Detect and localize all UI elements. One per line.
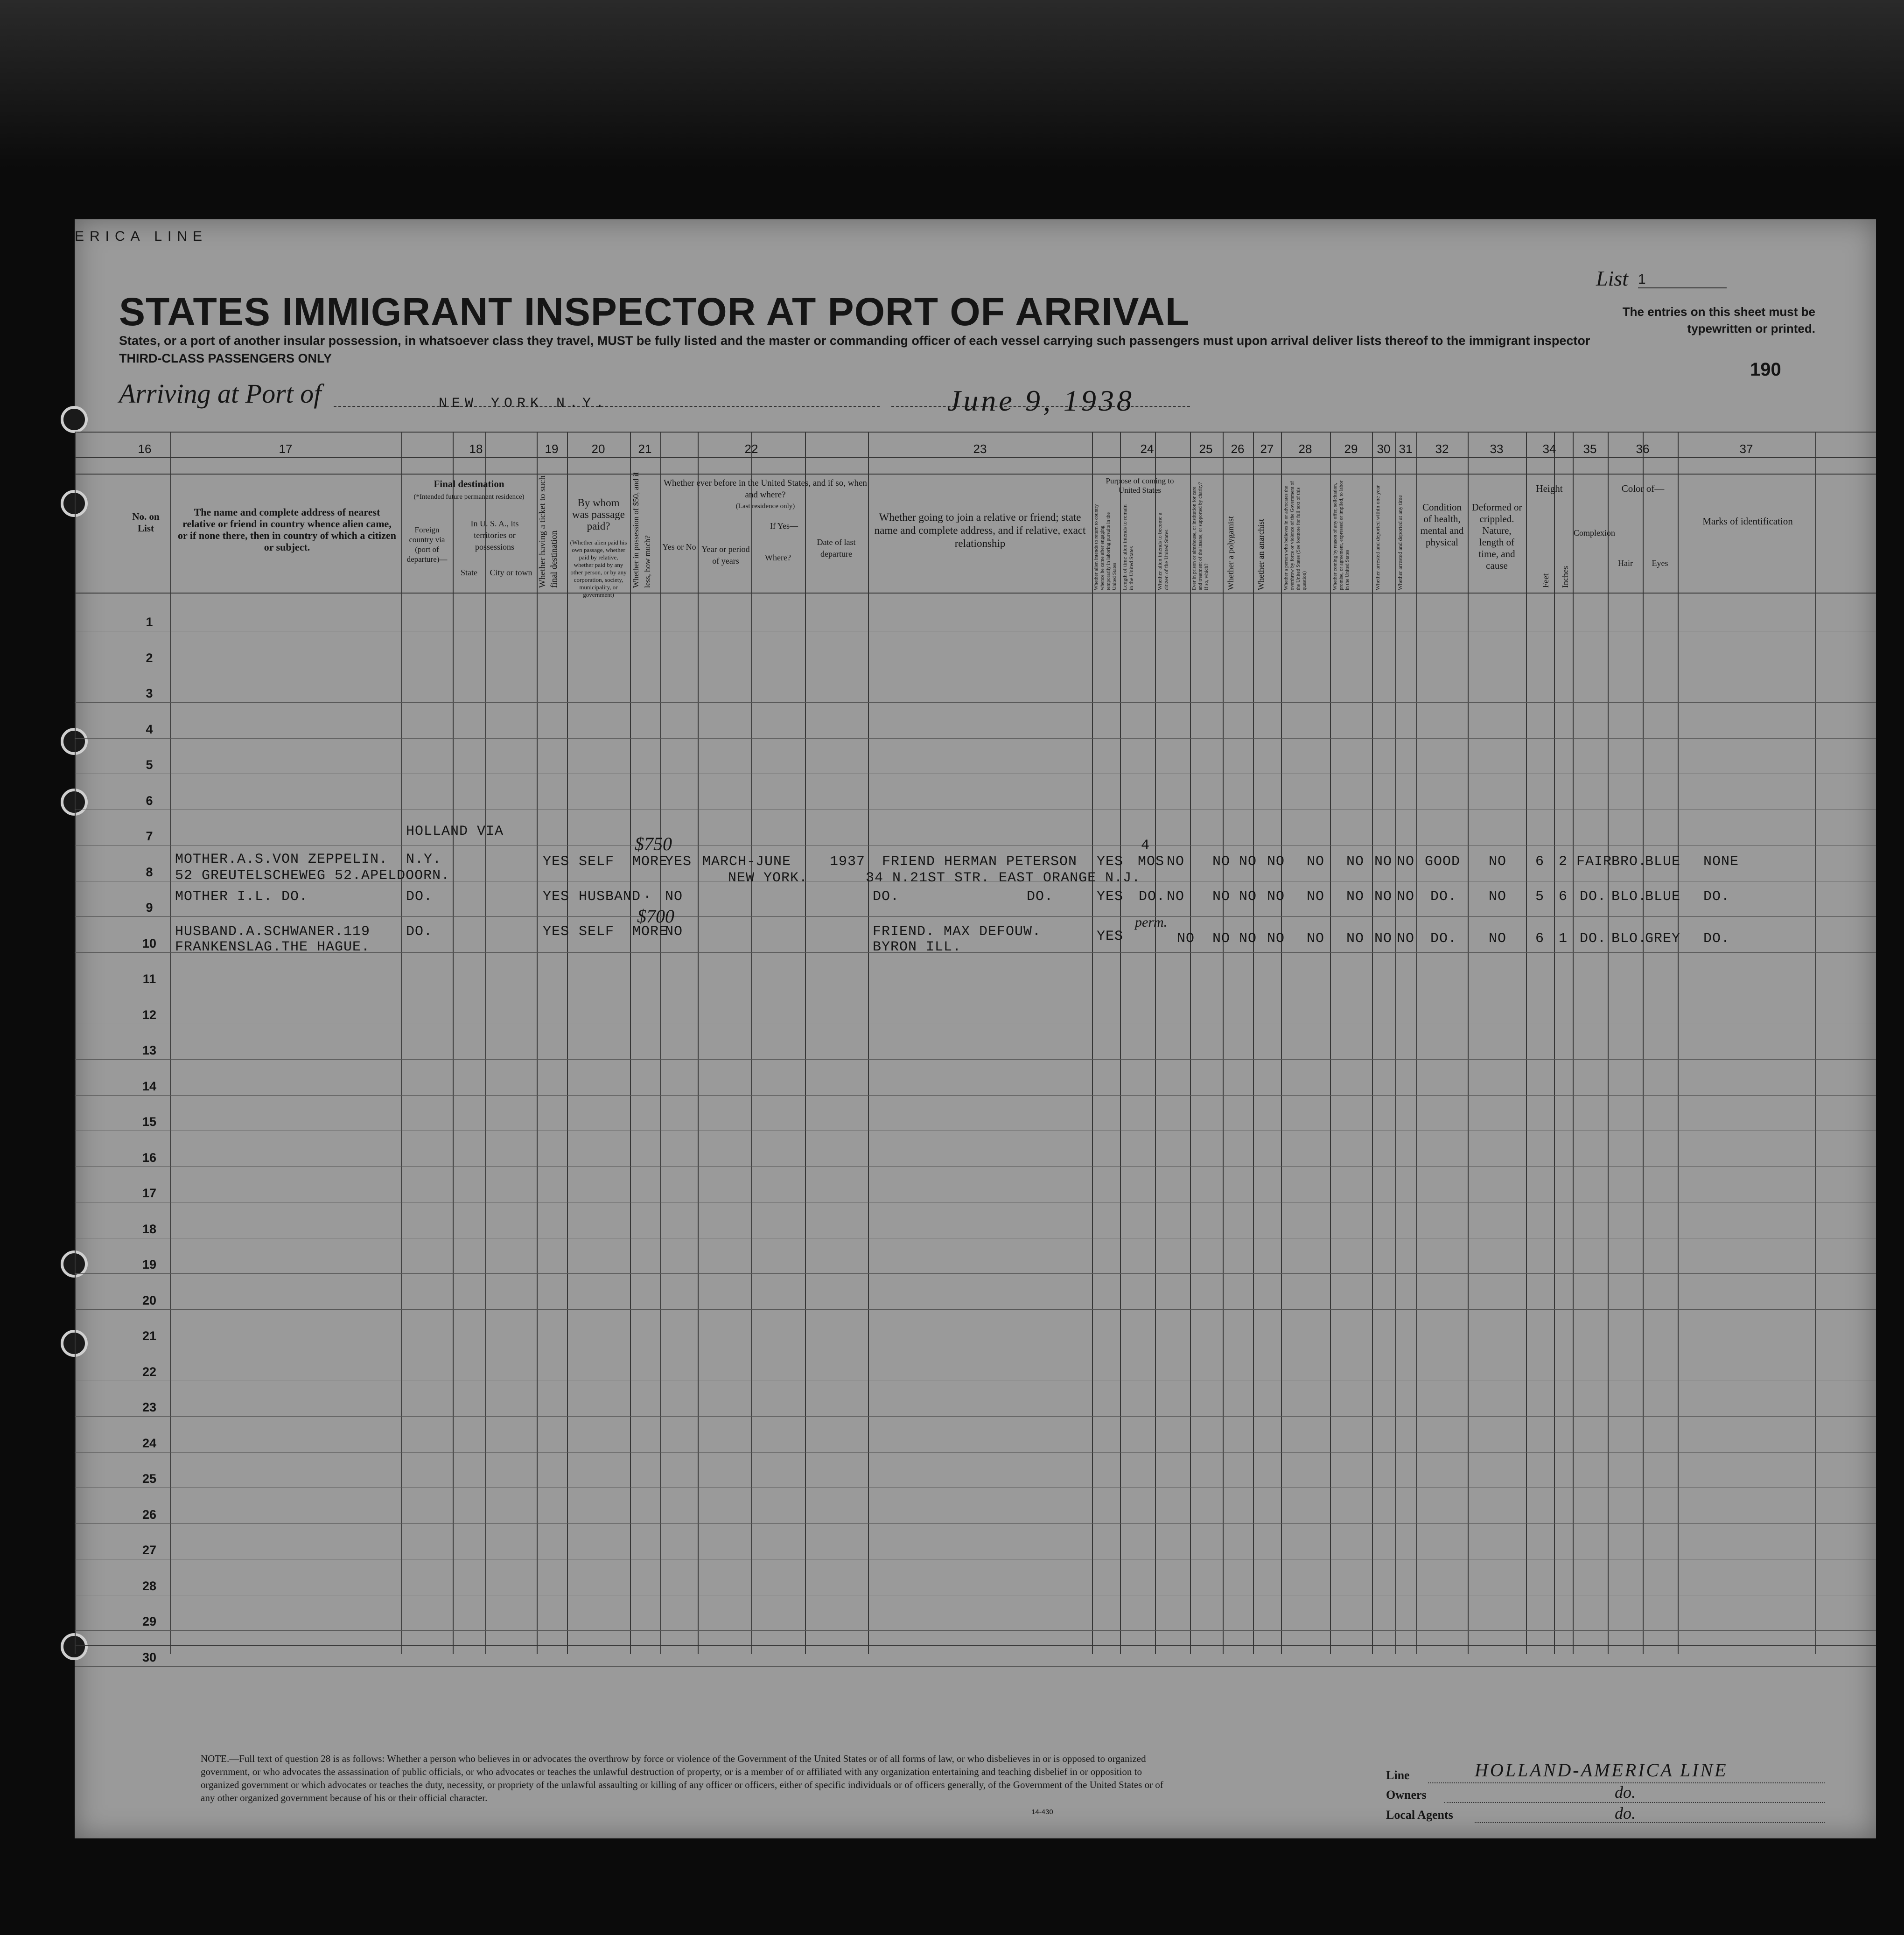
money-cell: MORE: [632, 924, 668, 940]
row-number: 26: [142, 1507, 157, 1522]
hair-cell: BRO.: [1611, 854, 1647, 870]
row-number: 25: [142, 1472, 157, 1486]
row-rule: [75, 738, 1876, 739]
row-number: 10: [142, 936, 157, 950]
row-number: 8: [146, 865, 153, 879]
prison-cell: NO: [1212, 931, 1231, 947]
header-final-destination-note: (*Intended future permanent residence): [413, 493, 525, 501]
row-rule: [75, 1309, 1876, 1310]
deported-year-cell: NO: [1374, 854, 1393, 870]
where-cell: NEW YORK.: [728, 870, 808, 886]
header-deported-any: Whether arrested and deported at any time: [1397, 495, 1403, 590]
column-number: 33: [1490, 442, 1504, 456]
polygamist-cell: NO: [1239, 889, 1257, 905]
overthrow-cell: NO: [1307, 931, 1325, 947]
purpose-return-cell: YES: [1097, 889, 1124, 905]
header-complexion: Complexion: [1574, 528, 1615, 538]
anarchist-cell: NO: [1267, 854, 1285, 870]
deformed-cell: NO: [1489, 854, 1507, 870]
row-number: 3: [146, 686, 153, 700]
row-number: 16: [142, 1150, 157, 1165]
column-number: 19: [545, 442, 559, 456]
deported-any-cell: NO: [1397, 931, 1415, 947]
header-fifty-dollars: Whether in possession of $50, and if less, how much?: [631, 472, 652, 588]
row-number: 17: [142, 1186, 157, 1200]
header-anarchist: Whether an anarchist: [1256, 519, 1266, 590]
header-ever-before: Whether ever before in the United States, and if so, when and where?: [664, 478, 867, 500]
row-number: 18: [142, 1222, 157, 1236]
column-rule: [485, 432, 486, 1654]
row-rule: [75, 1523, 1876, 1524]
health-cell: DO.: [1430, 931, 1457, 947]
foreign-destination: N.Y.: [406, 852, 442, 867]
column-rule: [660, 432, 661, 1654]
row-number: 19: [142, 1257, 157, 1271]
join-relative-cell: FRIEND HERMAN PETERSON: [882, 854, 1078, 870]
join-relative-cell: DO.: [1027, 889, 1054, 905]
header-deported-year: Whether arrested and deported within one year: [1374, 485, 1381, 590]
row-number: 12: [142, 1007, 157, 1022]
prison-cell: NO: [1212, 889, 1231, 905]
column-rule: [1155, 432, 1156, 1654]
header-height: Height: [1536, 483, 1563, 494]
table-rule: [75, 457, 1876, 458]
manifest-table: [75, 432, 1876, 1664]
header-city: City or town: [490, 568, 532, 577]
foreign-destination: DO.: [406, 924, 433, 940]
column-number: 21: [638, 442, 652, 456]
row-number: 29: [142, 1614, 157, 1628]
column-rule: [1223, 432, 1224, 1654]
passage-paid-cell: SELF: [579, 924, 615, 940]
column-rule: [1281, 432, 1282, 1654]
row-number: 27: [142, 1543, 157, 1557]
deformed-cell: NO: [1489, 931, 1507, 947]
deported-any-cell: NO: [1397, 854, 1415, 870]
column-rule: [1416, 432, 1417, 1654]
row-number: 5: [146, 758, 153, 772]
entries-note: The entries on this sheet must be typewritten or printed.: [1622, 305, 1815, 335]
row-number: 21: [142, 1329, 157, 1343]
header-eyes: Eyes: [1652, 559, 1668, 568]
header-where: Where?: [765, 553, 791, 562]
column-number: 16: [138, 442, 152, 456]
row-number: 6: [146, 793, 153, 808]
row-number: 7: [146, 829, 153, 843]
line-value: HOLLAND-AMERICA LINE: [1475, 1760, 1728, 1781]
line-label: Line: [1386, 1768, 1410, 1782]
row-number: 30: [142, 1650, 157, 1664]
row-rule: [75, 916, 1876, 917]
eyes-cell: GREY: [1645, 931, 1681, 947]
anarchist-cell: NO: [1267, 889, 1285, 905]
row-number: 9: [146, 901, 153, 915]
table-rule: [75, 474, 1876, 475]
arriving-label: Arriving at Port of: [119, 378, 322, 409]
header-hair: Hair: [1618, 559, 1633, 568]
row-number: 1: [146, 615, 153, 629]
header-join-relative: Whether going to join a relative or friend; state name and complete address, and if relative, exact relationship: [874, 511, 1086, 549]
header-state: State: [461, 568, 477, 577]
question-28-footnote: NOTE.—Full text of question 28 is as follows: Whether a person who believes in or advocates the overthrow by force or violence of the Government of the United States or of all forms of law, or who disbelieves in or is opposed to organized government, or who advocates the assassination of public officials, or who advocates or teaches the unlawful destruction of property, or is a member of or affiliated with any organization entertaining and teaching disbelief in or opposition to organized government or which advocates or teaches the duty, necessity, or propriety of the unlawful assaulting or killing of any officer or officers, either of specific individuals or of officers generally, of the Government of the United States or of any other organized government because of his or their official character.: [201, 1753, 1163, 1803]
money-handwritten: $700: [637, 906, 674, 927]
eyes-cell: BLUE: [1645, 889, 1681, 905]
polygamist-cell: NO: [1239, 931, 1257, 947]
deported-year-cell: NO: [1374, 931, 1393, 947]
instructions-text: States, or a port of another insular possession, in whatsoever class they travel, MUST be fully listed and the master or commanding officer of each vessel carrying such passengers must upon arrival deliver lists thereof to the immigrant inspector: [119, 334, 1590, 348]
ever-before-cell: NO: [665, 889, 683, 905]
column-rule: [453, 432, 454, 1654]
destination-prefix: HOLLAND VIA: [406, 824, 504, 839]
relative-address: MOTHER.A.S.VON ZEPPELIN.: [175, 852, 388, 867]
header-yes-no: Yes or No: [662, 542, 696, 552]
header-purpose-citizen: Whether alien intends to become a citizen of the United States: [1156, 512, 1169, 590]
column-rule: [1468, 432, 1469, 1654]
header-last-residence: (Last residence only): [735, 503, 795, 510]
scanner-background: [0, 0, 1904, 168]
ever-before-cell: YES: [665, 854, 692, 870]
join-relative-cell: DO.: [873, 889, 900, 905]
column-rule: [1120, 432, 1121, 1654]
arrival-date: June 9, 1938: [947, 384, 1134, 417]
inches-cell: 2: [1559, 854, 1568, 870]
marks-cell: DO.: [1703, 931, 1730, 947]
complexion-cell: DO.: [1580, 889, 1607, 905]
column-rule: [1573, 432, 1574, 1654]
header-year: Year or period of years: [701, 545, 750, 566]
column-number: 31: [1399, 442, 1413, 456]
header-inches: Inches: [1561, 566, 1570, 588]
anarchist-cell: NO: [1267, 931, 1285, 947]
header-marks: Marks of identification: [1702, 516, 1793, 527]
agents-value: do.: [1615, 1804, 1636, 1823]
header-ticket: Whether having a ticket to such final destination: [538, 475, 559, 588]
column-rule: [170, 432, 171, 1654]
port-of-arrival: NEW YORK N.Y.: [439, 396, 609, 412]
ever-before-cell: NO: [665, 924, 683, 940]
labor-offer-cell: NO: [1346, 854, 1365, 870]
column-number: 23: [973, 442, 987, 456]
purpose-length-cell: MOS: [1138, 854, 1165, 870]
header-purpose-return: Whether alien intends to return to country whence he came after engaging temporarily in laboring pursuits in the United States: [1093, 504, 1117, 590]
feet-cell: 5: [1535, 889, 1545, 905]
column-number: 20: [591, 442, 605, 456]
overthrow-cell: NO: [1307, 854, 1325, 870]
row-number: 13: [142, 1043, 157, 1057]
ticket-cell: YES: [543, 854, 570, 870]
prison-cell: NO: [1212, 854, 1231, 870]
header-passage-paid: By whom was passage paid?: [572, 497, 625, 532]
money-handwritten: $750: [635, 833, 672, 854]
row-number: 28: [142, 1579, 157, 1593]
purpose-length-cell: 4: [1141, 838, 1150, 853]
column-number: 17: [279, 442, 293, 456]
page-title: STATES IMMIGRANT INSPECTOR AT PORT OF ARRIVAL: [119, 290, 1190, 334]
column-rule: [567, 432, 568, 1654]
column-number: 36: [1636, 442, 1650, 456]
ticket-cell: YES: [543, 924, 570, 940]
relative-address: 52 GREUTELSCHEWEG 52.APELDOORN.: [175, 868, 450, 884]
header-feet: Feet: [1541, 573, 1550, 588]
polygamist-cell: NO: [1239, 854, 1257, 870]
column-rule: [868, 432, 869, 1654]
complexion-cell: DO.: [1580, 931, 1607, 947]
labor-offer-cell: NO: [1346, 931, 1365, 947]
purpose-citizen-cell: NO: [1167, 889, 1185, 905]
page-number: 190: [1750, 359, 1781, 380]
column-rule: [1330, 432, 1331, 1654]
header-prison: Ever in prison or almshouse, or institution for care and treatment of the insane, or supported by charity? If so, which?: [1191, 482, 1209, 590]
passage-paid-cell: SELF: [579, 854, 615, 870]
column-rule: [1395, 432, 1396, 1654]
passage-paid-cell: HUSBAND: [579, 889, 641, 905]
feet-cell: 6: [1535, 931, 1545, 947]
deported-year-cell: NO: [1374, 889, 1393, 905]
header-deformed: Deformed or crippled. Nature, length of time, and cause: [1471, 502, 1522, 571]
marks-cell: DO.: [1703, 889, 1730, 905]
row-number: 20: [142, 1293, 157, 1307]
header-overthrow: Whether a person who believes in or advocates the overthrow by force or violence of the Government of the United States (See footnote for full text of this question): [1283, 481, 1307, 590]
column-rule: [1372, 432, 1373, 1654]
header-usa: In U. S. A., its territories or possessions: [470, 519, 519, 552]
join-relative-cell: FRIEND. MAX DEFOUW.: [873, 924, 1042, 940]
health-cell: GOOD: [1425, 854, 1461, 870]
header-final-destination: Final destination: [434, 478, 504, 489]
column-rule: [1554, 432, 1555, 1654]
column-rule: [1092, 432, 1093, 1654]
money-cell: .: [643, 887, 652, 902]
column-number: 26: [1231, 442, 1245, 456]
table-rule: [75, 1645, 1876, 1646]
row-rule: [75, 702, 1876, 703]
form-code: 14-430: [1031, 1808, 1053, 1816]
purpose-citizen-cell: NO: [1177, 931, 1195, 947]
header-foreign-country: Foreign country via (port of departure)—: [406, 525, 448, 564]
purpose-return-cell: YES: [1097, 929, 1124, 944]
feet-cell: 6: [1535, 854, 1545, 870]
table-rule: [75, 593, 1876, 594]
purpose-return-cell: YES: [1097, 854, 1124, 870]
ticket-cell: YES: [543, 889, 570, 905]
row-rule: [75, 1630, 1876, 1631]
column-rule: [1253, 432, 1254, 1654]
column-number: 35: [1583, 442, 1597, 456]
header-health: Condition of health, mental and physical: [1420, 502, 1464, 548]
join-relative-cell: BYRON ILL.: [873, 939, 962, 955]
passenger-class-label: THIRD-CLASS PASSENGERS ONLY: [119, 351, 332, 365]
column-rule: [1815, 432, 1816, 1654]
year-cell: 1937: [830, 854, 866, 870]
column-rule: [1678, 432, 1679, 1654]
health-cell: DO.: [1430, 889, 1457, 905]
binder-hole: [61, 406, 88, 433]
table-rule: [75, 432, 1876, 433]
line-name-fragment: ERICA LINE: [75, 229, 208, 244]
column-number: 28: [1298, 442, 1312, 456]
column-rule: [1190, 432, 1191, 1654]
relative-address: MOTHER I.L. DO.: [175, 889, 308, 905]
list-number: 1: [1638, 272, 1727, 288]
list-label: List: [1596, 266, 1629, 290]
column-rule: [805, 432, 806, 1654]
column-number: 22: [744, 442, 758, 456]
column-number: 25: [1199, 442, 1213, 456]
owners-value: do.: [1615, 1783, 1636, 1802]
column-rule: [401, 432, 402, 1654]
relative-address: FRANKENSLAG.THE HAGUE.: [175, 939, 371, 955]
column-number: 27: [1260, 442, 1274, 456]
header-purpose: Purpose of coming to United States: [1106, 476, 1174, 495]
row-rule: [75, 1416, 1876, 1417]
manifest-sheet: [75, 219, 1876, 1838]
column-rule: [1643, 432, 1644, 1654]
row-rule: [75, 1095, 1876, 1096]
column-number: 30: [1377, 442, 1391, 456]
row-number: 2: [146, 650, 153, 665]
column-number: 29: [1344, 442, 1358, 456]
complexion-cell: FAIR: [1576, 854, 1612, 870]
header-color-of: Color of—: [1621, 483, 1665, 494]
agents-underline: [1475, 1822, 1825, 1823]
relative-address: HUSBAND.A.SCHWANER.119: [175, 924, 371, 940]
purpose-citizen-cell: NO: [1167, 854, 1185, 870]
column-rule: [751, 432, 752, 1654]
header-if-yes: If Yes—: [770, 521, 798, 531]
column-rule: [1526, 432, 1527, 1654]
row-number: 4: [146, 722, 153, 736]
header-passage-paid-note: (Whether alien paid his own passage, whether paid by relative, whether paid by any other person, or by any corporation, society, municipality, or government): [570, 539, 627, 598]
inches-cell: 6: [1559, 889, 1568, 905]
column-rule: [630, 432, 631, 1654]
foreign-destination: DO.: [406, 889, 433, 905]
purpose-length-cell: DO.: [1139, 889, 1166, 905]
row-number: 15: [142, 1115, 157, 1129]
hair-cell: BLO.: [1611, 889, 1647, 905]
row-number: 14: [142, 1079, 157, 1093]
column-number: 34: [1542, 442, 1556, 456]
overthrow-cell: NO: [1307, 889, 1325, 905]
column-number: 37: [1739, 442, 1753, 456]
row-rule: [75, 1059, 1876, 1060]
column-rule: [75, 432, 76, 1654]
column-rule: [698, 432, 699, 1654]
row-number: 22: [142, 1364, 157, 1379]
owners-label: Owners: [1386, 1788, 1427, 1802]
marks-cell: NONE: [1703, 854, 1739, 870]
labor-offer-cell: NO: [1346, 889, 1365, 905]
header-polygamist: Whether a polygamist: [1226, 516, 1235, 590]
join-relative-cell: 34 N.21ST STR. EAST ORANGE N.J.: [866, 870, 1141, 886]
column-number: 32: [1435, 442, 1449, 456]
row-rule: [75, 1452, 1876, 1453]
column-rule: [1608, 432, 1609, 1654]
row-number: 23: [142, 1400, 157, 1414]
deformed-cell: NO: [1489, 889, 1507, 905]
period-cell: MARCH-JUNE: [702, 854, 791, 870]
row-number: 24: [142, 1436, 157, 1450]
column-number: 18: [469, 442, 483, 456]
owners-underline: [1444, 1802, 1825, 1803]
hair-cell: BLO.: [1611, 931, 1647, 947]
column-rule: [537, 432, 538, 1654]
row-rule: [75, 1273, 1876, 1274]
header-labor-offer: Whether coming by reason of any offer, solicitation, promise, or agreement, expressed or implied, to labor in the United States: [1332, 480, 1350, 590]
header-purpose-length: Length of time alien intends to remain in the United States: [1121, 504, 1134, 590]
eyes-cell: BLUE: [1645, 854, 1681, 870]
header-list-number: No. on List: [132, 511, 160, 534]
inches-cell: 1: [1559, 931, 1568, 947]
column-number: 24: [1140, 442, 1154, 456]
money-cell: MORE: [632, 854, 668, 870]
purpose-length-handwritten: perm.: [1135, 915, 1168, 930]
deported-any-cell: NO: [1397, 889, 1415, 905]
agents-label: Local Agents: [1386, 1808, 1453, 1822]
row-rule: [75, 1666, 1876, 1667]
header-relative-address: The name and complete address of nearest relative or friend in country whence alien came, or if none there, then in country of which a citizen or subject.: [178, 506, 396, 553]
row-number: 11: [142, 972, 156, 986]
header-last-departure: Date of last departure: [817, 538, 856, 559]
